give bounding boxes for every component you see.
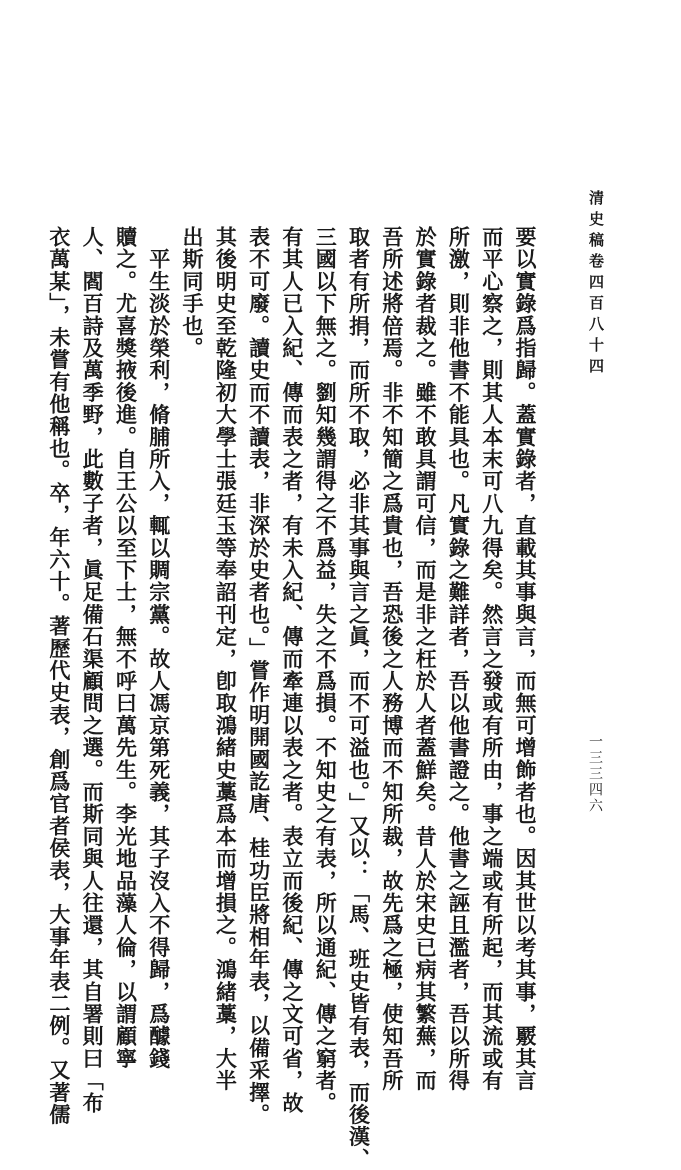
text-column: 其後明史至乾隆初大學士張廷玉等奉詔刊定，卽取鴻緒史藁爲本而增損之。鴻緒藁，大半 — [213, 226, 239, 1092]
text-column: 出斯同手也。 — [180, 226, 206, 360]
text-column: 贖之。尤喜獎掖後進。自王公以至下士，無不呼曰萬先生。李光地品藻人倫，以謂顧寧 — [113, 226, 139, 1070]
text-column: 而平心察之，則其人本末可八九得矣。然言之發或有所由，事之端或有所起，而其流或有 — [479, 226, 505, 1092]
text-column: 吾所述將倍焉。非不知簡之爲貴也，吾恐後之人務博而不知所裁，故先爲之極，使知吾所 — [379, 226, 405, 1092]
text-column: 人、閻百詩及萬季野，此數子者，眞足備石渠顧問之選。而斯同與人往還，其自署則曰「布 — [80, 226, 106, 1114]
text-column: 有其人已入紀、傳而表之者，有未入紀、傳而牽連以表之者。表立而後紀、傳之文可省，故 — [279, 226, 305, 1114]
text-column: 三國以下無之。劉知幾謂得之不爲益，失之不爲損。不知史之有表，所以通紀、傳之窮者。 — [313, 226, 339, 1114]
text-column: 平生淡於榮利，脩脯所入，輒以賙宗黨。故人馮京第死義，其子沒入不得歸，爲醵錢 — [146, 226, 172, 1070]
running-head: 清史稿卷四百八十四 — [587, 190, 605, 379]
text-column: 所激，則非他書不能具也。凡實錄之難詳者，吾以他書證之。他書之誣且濫者，吾以所得 — [446, 226, 472, 1092]
body-text — [46, 226, 542, 1170]
text-column: 表不可廢。讀史而不讀表，非深於史者也。」嘗作明開國訖唐、桂功臣將相年表，以備采擇。 — [246, 226, 272, 1126]
text-column: 要以實錄爲指歸。蓋實錄者，直載其事與言，而無可增飾者也。因其世以考其事，覈其言 — [513, 226, 538, 1092]
text-column: 取者有所捐，而所不取，必非其事與言之眞，而不可溢也。」又以：「馬、班史皆有表，而後漢、 — [346, 226, 372, 1170]
text-column: 於實錄者裁之。雖不敢具謂可信，而是非之枉於人者蓋鮮矣。昔人於宋史已病其繁蕪，而 — [413, 226, 439, 1092]
text-column: 衣萬某」，未嘗有他稱也。卒，年六十。著歷代史表，創爲官者侯表，大事年表二例。又著儒 — [46, 226, 72, 1126]
page-number: 一三三四六 — [587, 734, 603, 814]
